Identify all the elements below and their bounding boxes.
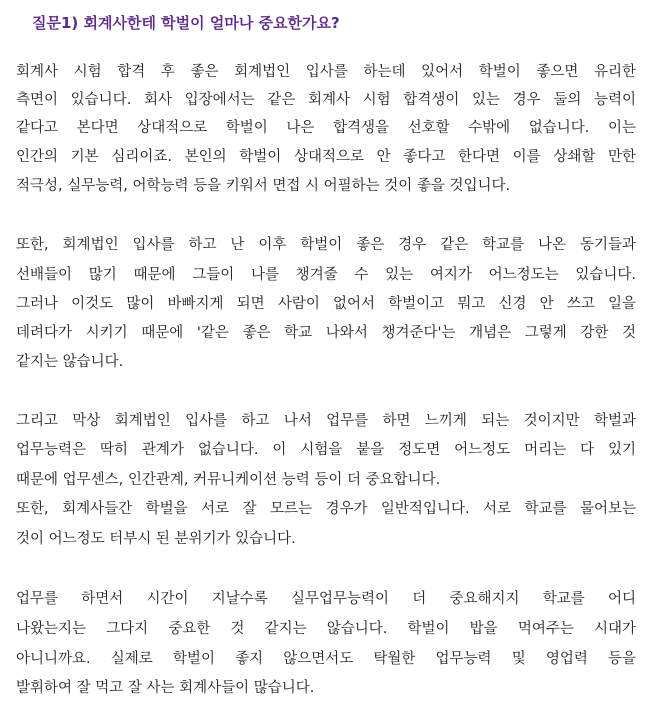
paragraph-3-line-2: 업무능력은 딱히 관계가 없습니다. 이 시험을 붙을 정도면 어느정도 머리는 다 있기: [16, 442, 636, 458]
paragraph-4-line-4: 발휘하여 잘 먹고 잘 사는 회계사들이 많습니다.: [16, 680, 315, 696]
paragraph-4-line-3: 아니니까요. 실제로 학벌이 좋지 않으면서도 탁월한 업무능력 및 영업력 등을: [16, 651, 636, 667]
paragraph-3-line-3: 때문에 업무센스, 인간관계, 커뮤니케이션 능력 등이 더 중요합니다.: [16, 472, 441, 488]
paragraph-3-line-1: 그리고 막상 회계법인 입사를 하고 나서 업무를 하면 느끼게 되는 것이지만 학벌과: [16, 413, 636, 429]
paragraph-1-line-4: 인간의 기본 심리이죠. 본인의 학벌이 상대적으로 안 좋다고 한다면 이를 상쇄할 만한: [16, 149, 636, 165]
paragraph-1-line-3: 같다고 본다면 상대적으로 학벌이 나은 합격생을 선호할 수밖에 없습니다. 이는: [16, 120, 636, 136]
paragraph-2-line-4: 데려다가 시키기 때문에 '같은 좋은 학교 나와서 챙겨준다'는 개념은 그렇게 강한 것: [16, 325, 636, 341]
paragraph-3-line-5: 것이 어느정도 터부시 된 분위기가 있습니다.: [16, 531, 296, 547]
question-title: 질문1) 회계사한테 학벌이 얼마나 중요한가요?: [32, 14, 340, 32]
paragraph-1-line-2: 측면이 있습니다. 회사 입장에서는 같은 회계사 시험 합격생이 있는 경우 둘의 능력이: [16, 92, 636, 108]
paragraph-2-line-1: 또한, 회계법인 입사를 하고 난 이후 학벌이 좋은 경우 같은 학교를 나온 동기들과: [16, 237, 636, 253]
paragraph-3-line-4: 또한, 회계사들간 학벌을 서로 잘 모르는 경우가 일반적입니다. 서로 학교를 물어보는: [16, 501, 636, 517]
paragraph-2-line-2: 선배들이 많기 때문에 그들이 나를 챙겨줄 수 있는 여지가 어느정도는 있습니다.: [16, 267, 636, 283]
paragraph-2-line-3: 그러나 이것도 많이 바빠지게 되면 사람이 없어서 학벌이고 뭐고 신경 안 쓰고 일을: [16, 296, 636, 312]
paragraph-4-line-1: 업무를 하면서 시간이 지날수록 실무업무능력이 더 중요해지지 학교를 어디: [16, 591, 636, 607]
paragraph-4-line-2: 나왔는지는 그다지 중요한 것 같지는 않습니다. 학벌이 밥을 먹여주는 시대가: [16, 621, 636, 637]
paragraph-1-line-1: 회계사 시험 합격 후 좋은 회계법인 입사를 하는데 있어서 학벌이 좋으면 유리한: [16, 64, 636, 80]
paragraph-1-line-5: 적극성, 실무능력, 어학능력 등을 키워서 면접 시 어필하는 것이 좋을 것입니다.: [16, 178, 511, 194]
paragraph-2-line-5: 같지는 않습니다.: [16, 354, 124, 370]
